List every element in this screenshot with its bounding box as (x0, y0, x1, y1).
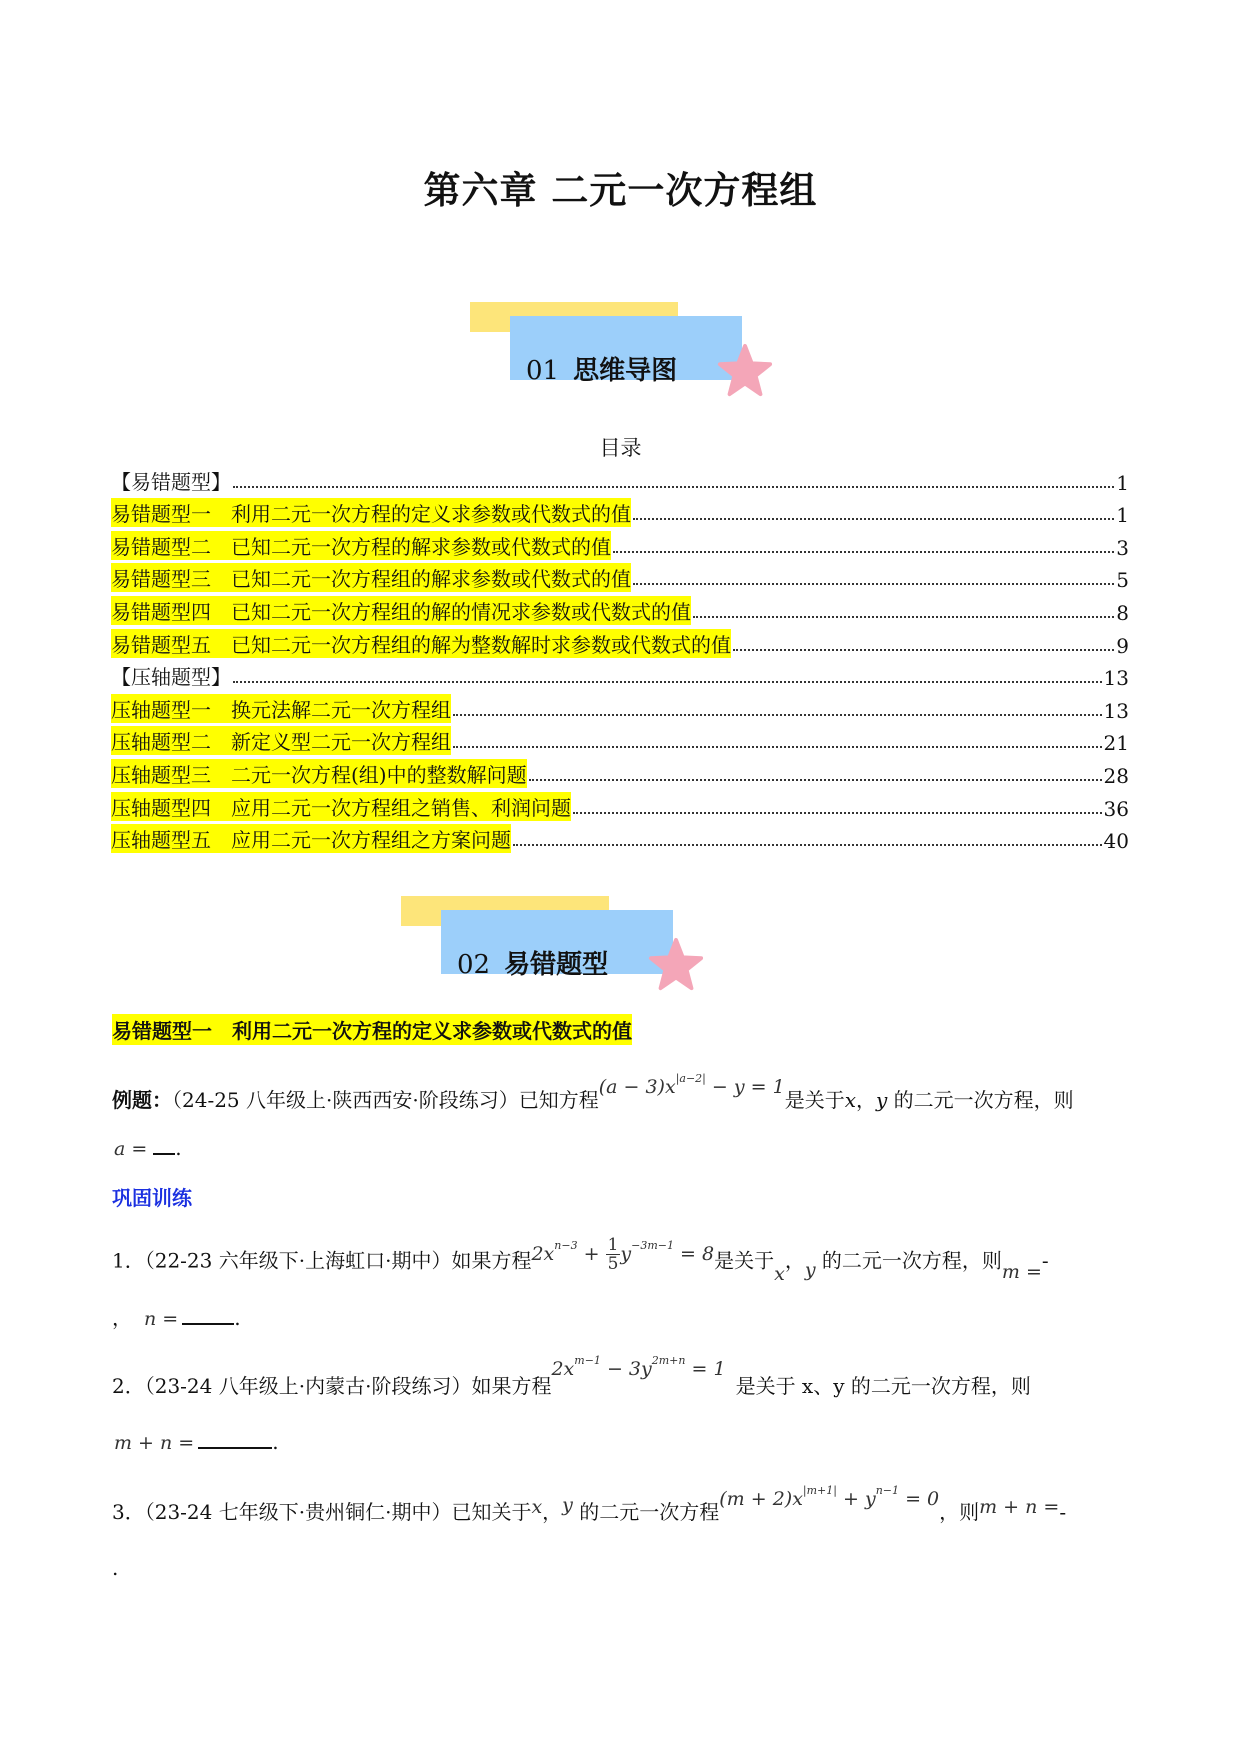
eq-part: (m + 2)x (719, 1488, 803, 1510)
text: - (1059, 1500, 1067, 1524)
text: 是关于 (714, 1248, 775, 1273)
toc-heading: 目录 (599, 436, 642, 460)
eq-part: 2x (531, 1242, 555, 1265)
toc-entry-text: 【易错题型】 (111, 469, 231, 494)
toc-page-number: 1 (1116, 470, 1129, 495)
eq-part: (a − 3)x (598, 1076, 676, 1098)
eq-part: − 3y (600, 1358, 652, 1380)
toc-row[interactable] (111, 560, 1129, 593)
toc-page-number: 8 (1116, 600, 1129, 625)
var-x: x (774, 1262, 785, 1285)
toc-leader-dots (633, 518, 1114, 520)
question-3-line2 (112, 1556, 118, 1580)
toc-page-number: 13 (1103, 698, 1129, 723)
banner-number: 02 (457, 950, 491, 980)
question-2-line2 (114, 1430, 279, 1454)
example-line (112, 1072, 1074, 1113)
page-title: 第六章 二元一次方程组 (423, 169, 818, 212)
section-banner-mindmap (470, 302, 800, 412)
fraction (606, 1236, 621, 1273)
text: - (1041, 1248, 1049, 1273)
toc-row[interactable] (111, 723, 1129, 756)
eq-exponent: −3m−1 (631, 1238, 675, 1252)
star-icon (716, 342, 774, 400)
eq-part: = 8 (674, 1242, 715, 1265)
eq-part: y (620, 1242, 632, 1265)
section-banner-errors (401, 896, 731, 1006)
eq-exponent: |m+1| (802, 1484, 837, 1497)
mn-equals: m + n = (114, 1432, 195, 1454)
eq-exponent: n−1 (875, 1484, 900, 1497)
toc-page-number: 3 (1116, 535, 1129, 560)
table-of-contents (111, 462, 1129, 853)
text: ， (542, 1500, 563, 1524)
banner-text: 易错题型 (504, 950, 609, 980)
text: 的二元一次方程 (572, 1500, 720, 1524)
eq-part: + (577, 1242, 606, 1265)
text: . (175, 1136, 182, 1160)
banner-text: 思维导图 (573, 356, 678, 386)
toc-leader-dots (529, 779, 1102, 781)
toc-page-number: 36 (1103, 796, 1129, 821)
toc-row[interactable] (111, 592, 1129, 625)
toc-row[interactable] (111, 527, 1129, 560)
toc-leader-dots (233, 486, 1114, 488)
section-title: 易错题型一 利用二元一次方程的定义求参数或代数式的值 (112, 1014, 632, 1045)
question-lead: 2．（23-24 八年级上·内蒙古·阶段练习）如果方程 (112, 1374, 552, 1398)
toc-page-number: 1 (1116, 503, 1129, 528)
var-y: y (804, 1258, 816, 1281)
text: 的二元一次方程，则 (815, 1248, 1002, 1273)
question-lead: 3．（23-24 七年级下·贵州铜仁·期中）已知关于 (112, 1500, 532, 1524)
m-equals: m = (1001, 1260, 1042, 1283)
eq-part: − y = 1 (705, 1076, 785, 1098)
toc-entry-text: 压轴题型二 新定义型二元一次方程组 (111, 726, 451, 755)
toc-entry-text: 易错题型二 已知二元一次方程的解求参数或代数式的值 (111, 531, 611, 560)
toc-entry-text: 易错题型五 已知二元一次方程组的解为整数解时求参数或代数式的值 (111, 629, 731, 658)
toc-row[interactable] (111, 625, 1129, 658)
example-source: （24-25 八年级上·陕西西安·阶段练习）已知方程 (172, 1088, 599, 1112)
eq-exponent: 2m+n (651, 1354, 686, 1367)
practice-heading: 巩固训练 (112, 1186, 192, 1210)
toc-entry-text: 易错题型一 利用二元一次方程的定义求参数或代数式的值 (111, 498, 631, 527)
banner-label (526, 350, 677, 387)
text: 是关于 (784, 1088, 845, 1112)
var-x: x (844, 1088, 856, 1112)
example-answer-line (114, 1136, 182, 1160)
toc-row[interactable] (111, 690, 1129, 723)
toc-leader-dots (453, 714, 1102, 716)
example-label: 例题： (112, 1088, 172, 1112)
question-1-line2 (112, 1302, 241, 1331)
answer-blank[interactable] (198, 1447, 272, 1449)
toc-row[interactable] (111, 755, 1129, 788)
toc-page-number: 9 (1116, 633, 1129, 658)
toc-row[interactable] (111, 462, 1129, 495)
answer-blank[interactable] (182, 1323, 234, 1325)
toc-leader-dots (453, 746, 1102, 748)
text: . (272, 1430, 279, 1454)
q3-equation (719, 1484, 940, 1510)
toc-page-number: 13 (1103, 666, 1129, 691)
toc-entry-text: 压轴题型四 应用二元一次方程组之销售、利润问题 (111, 792, 571, 821)
text: . (112, 1556, 119, 1580)
text: ， (856, 1088, 876, 1112)
banner-label (457, 944, 608, 981)
toc-page-number: 5 (1116, 568, 1129, 593)
toc-page-number: 28 (1103, 763, 1129, 788)
text: . (234, 1306, 241, 1330)
frac-denominator: 5 (607, 1254, 619, 1274)
eq-part: = 1 (685, 1358, 726, 1380)
toc-leader-dots (633, 583, 1114, 585)
toc-page-number: 40 (1103, 829, 1129, 854)
text: ，则 (939, 1500, 980, 1524)
toc-entry-text: 易错题型三 已知二元一次方程组的解求参数或代数式的值 (111, 563, 631, 592)
text: 是关于 x、y 的二元一次方程，则 (735, 1374, 1031, 1398)
n-equals: n = (144, 1308, 179, 1330)
toc-leader-dots (573, 812, 1102, 814)
toc-page-number: 21 (1103, 731, 1129, 756)
var-y: y (876, 1088, 888, 1112)
question-3 (112, 1484, 1067, 1525)
question-lead: 1．（22-23 六年级下·上海虹口·期中）如果方程 (112, 1248, 532, 1273)
banner-number: 01 (526, 356, 560, 386)
eq-exponent: m−1 (574, 1354, 601, 1367)
q2-equation (551, 1354, 726, 1380)
toc-entry-text: 【压轴题型】 (111, 665, 231, 690)
var-y: y (562, 1494, 573, 1516)
answer-blank[interactable] (153, 1153, 175, 1155)
toc-row[interactable] (111, 821, 1129, 854)
eq-part: + y (836, 1488, 876, 1510)
answer-var: a = (114, 1138, 148, 1160)
example-equation (598, 1072, 785, 1098)
toc-leader-dots (733, 649, 1114, 651)
question-2 (112, 1354, 1031, 1399)
toc-leader-dots (233, 681, 1102, 683)
var-x: x (531, 1496, 543, 1518)
toc-entry-text: 压轴题型五 应用二元一次方程组之方案问题 (111, 824, 511, 853)
toc-row[interactable] (111, 788, 1129, 821)
text: 的二元一次方程，则 (887, 1088, 1074, 1112)
toc-entry-text: 压轴题型一 换元法解二元一次方程组 (111, 694, 451, 723)
text: ， (784, 1248, 805, 1273)
toc-entry-text: 易错题型四 已知二元一次方程组的解的情况求参数或代数式的值 (111, 596, 691, 625)
toc-leader-dots (613, 551, 1114, 553)
frac-numerator: 1 (607, 1235, 619, 1255)
toc-leader-dots (513, 844, 1102, 846)
star-icon (647, 936, 705, 994)
eq-exponent: |a−2| (675, 1072, 706, 1085)
toc-row[interactable] (111, 658, 1129, 691)
mn-equals: m + n = (979, 1496, 1060, 1518)
question-1 (112, 1235, 1049, 1285)
q1-equation (531, 1235, 715, 1274)
text: ， (112, 1306, 132, 1330)
toc-entry-text: 压轴题型三 二元一次方程(组)中的整数解问题 (111, 759, 527, 788)
toc-leader-dots (693, 616, 1114, 618)
eq-exponent: n−3 (554, 1238, 578, 1252)
eq-part: = 0 (899, 1488, 940, 1510)
eq-part: 2x (551, 1358, 575, 1380)
toc-row[interactable] (111, 495, 1129, 528)
